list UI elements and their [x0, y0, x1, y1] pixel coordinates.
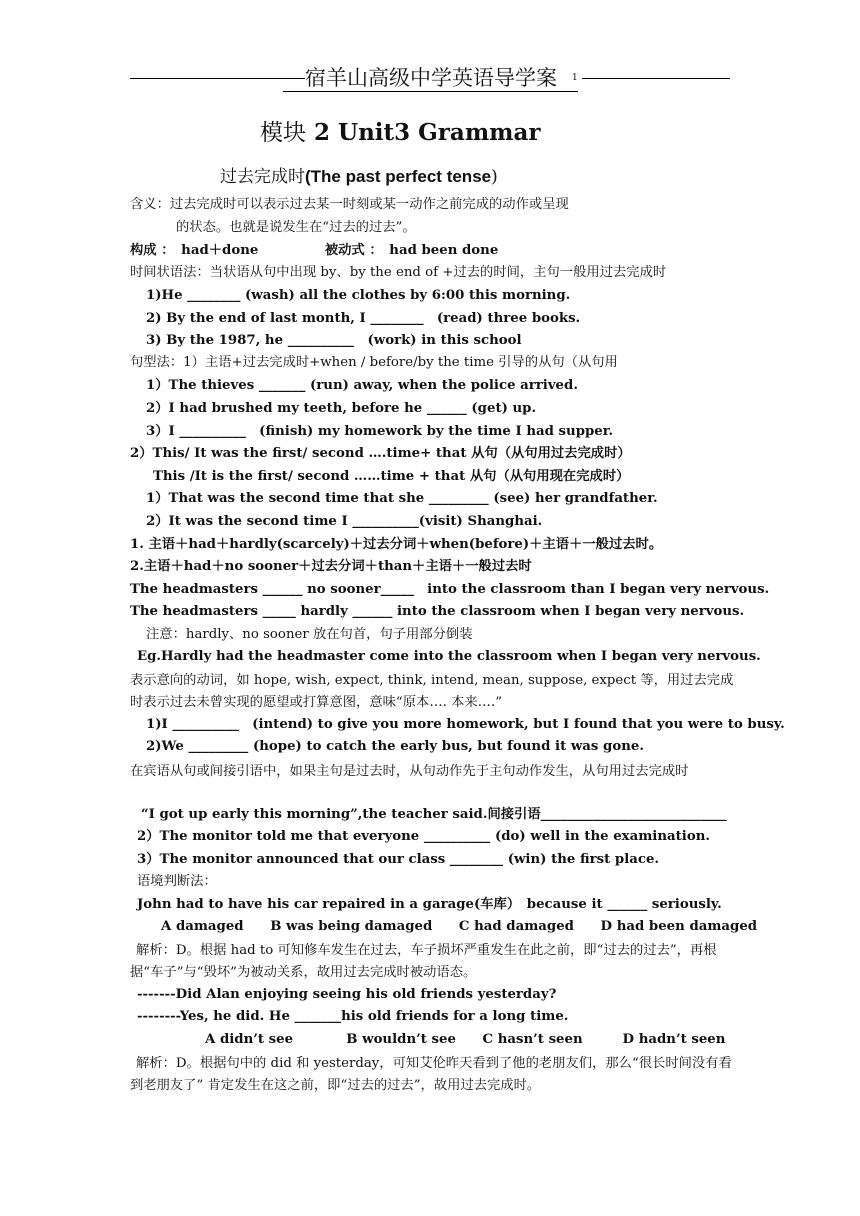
- document-title: [260, 114, 541, 147]
- exercise-reported-speech: “I got up early this morning”,the teacher said.间接引语____________________________: [141, 807, 727, 822]
- exercise-win: 3）The monitor announced that our class ________ (win) the first place.: [137, 852, 660, 867]
- title-unit: 2 Unit3 Grammar: [306, 119, 541, 146]
- exercise-run: 1）The thieves _______ (run) away, when the police arrived.: [146, 378, 578, 393]
- exercise-work: 3) By the 1987, he __________ (work) in this school: [146, 333, 522, 348]
- no-sooner-rule: 2.主语＋had＋no sooner＋过去分词＋than＋主语＋一般过去时: [130, 559, 532, 574]
- header-rule-right: [582, 78, 730, 79]
- header-underline: [283, 91, 578, 92]
- analysis-dialogue: 解析：D。根据句中的 did 和 yesterday，可知艾伦昨天看到了他的老朋友们，那么“很长时间没有看到老朋友了” 肯定发生在这之前，即“过去的过去”，故用过去完成时。: [130, 1056, 732, 1093]
- structure-line: 构成 ： had＋done 被动式 ： had been done: [130, 243, 499, 258]
- subtitle-en: (The past perfect tense: [305, 167, 492, 186]
- options-dialogue: A didn’t see B wouldn’t see C hasn’t seen D hadn’t seen: [205, 1032, 726, 1047]
- context-judgment-heading: 语境判断法：: [137, 874, 217, 889]
- exercise-get: 2）I had brushed my teeth, before he ______ (get) up.: [146, 401, 537, 416]
- exercise-finish: 3）I __________ (finish) my homework by the time I had supper.: [146, 424, 614, 439]
- exercise-wash: 1)He ________ (wash) all the clothes by 6:00 this morning.: [146, 288, 571, 303]
- first-time-rule-past: 2）This/ It was the first/ second ….time+ that 从句（从句用过去完成时）: [130, 446, 631, 461]
- exercise-visit: 2）It was the second time I __________(visit) Shanghai.: [146, 514, 543, 529]
- analysis-garage: 解析：D。根据 had to 可知修车发生在过去，车子损坏严重发生在此之前，即“过去的过去”，再根据“车子”与“毁坏”为被动关系，故用过去完成时被动语态。: [130, 943, 717, 980]
- exercise-intend: 1)I __________ (intend) to give you more homework, but I found that you were to busy.: [146, 717, 785, 732]
- first-time-rule-present: This /It is the first/ second ……time + that 从句（从句用现在完成时）: [153, 469, 630, 484]
- exercise-do: 2）The monitor told me that everyone __________ (do) well in the examination.: [137, 829, 710, 844]
- exercise-see: 1）That was the second time that she _________ (see) her grandfather.: [146, 491, 658, 506]
- hardly-rule: 1. 主语＋had＋hardly(scarcely)＋过去分词＋when(before)＋主语＋一般过去时。: [130, 537, 663, 552]
- dialogue-question: -------Did Alan enjoying seeing his old friends yesterday?: [137, 987, 557, 1002]
- exercise-hope: 2)We _________ (hope) to catch the early bus, but found it was gone.: [146, 739, 644, 754]
- options-garage: A damaged B was being damaged C had damaged D had been damaged: [161, 919, 758, 934]
- definition-line-1: 含义：过去完成时可以表示过去某一时刻或某一动作之前完成的动作或呈现: [130, 197, 569, 212]
- inversion-note: 注意：hardly、no sooner 放在句首，句子用部分倒装: [146, 627, 473, 642]
- exercise-no-sooner: The headmasters ______ no sooner_____ into the classroom than I began very nervous.: [130, 582, 770, 597]
- sentence-pattern-rule: 句型法：1）主语+过去完成时+when / before/by the time 引导的从句（从句用: [130, 355, 618, 370]
- subtitle-cn: 过去完成时: [220, 167, 305, 187]
- exercise-read: 2) By the end of last month, I ________ (read) three books.: [146, 311, 581, 326]
- reported-speech-rule: 在宾语从句或间接引语中，如果主句是过去时，从句动作先于主句动作发生，从句用过去完成时: [130, 764, 689, 779]
- time-adverbial-rule: 时间状语法：当状语从句中出现 by、by the end of +过去的时间，主句一般用过去完成时: [130, 265, 667, 280]
- subtitle-close: ): [491, 167, 498, 187]
- exercise-hardly: The headmasters _____ hardly ______ into the classroom when I began very nervous.: [130, 604, 745, 619]
- question-garage: John had to have his car repaired in a garage(车库） because it ______ seriously.: [137, 897, 722, 912]
- page-number: 1: [572, 73, 578, 83]
- definition-line-2: 的状态。也就是说发生在“过去的过去”。: [176, 220, 416, 235]
- dialogue-answer: --------Yes, he did. He _______his old friends for a long time.: [137, 1009, 569, 1024]
- intention-verbs-rule: 表示意向的动词，如 hope, wish, expect, think, intend, mean, suppose, expect 等，用过去完成时表示过去未曾实现的愿望或打算意图，意味“原本…. 本来….”: [130, 673, 734, 710]
- header-rule-left: [130, 78, 305, 79]
- inversion-example: Eg.Hardly had the headmaster come into the classroom when I began very nervous.: [137, 649, 761, 664]
- document-subtitle: [220, 162, 498, 187]
- title-module: 模块: [260, 120, 306, 146]
- header-title: 宿羊山高级中学英语导学案: [305, 66, 557, 90]
